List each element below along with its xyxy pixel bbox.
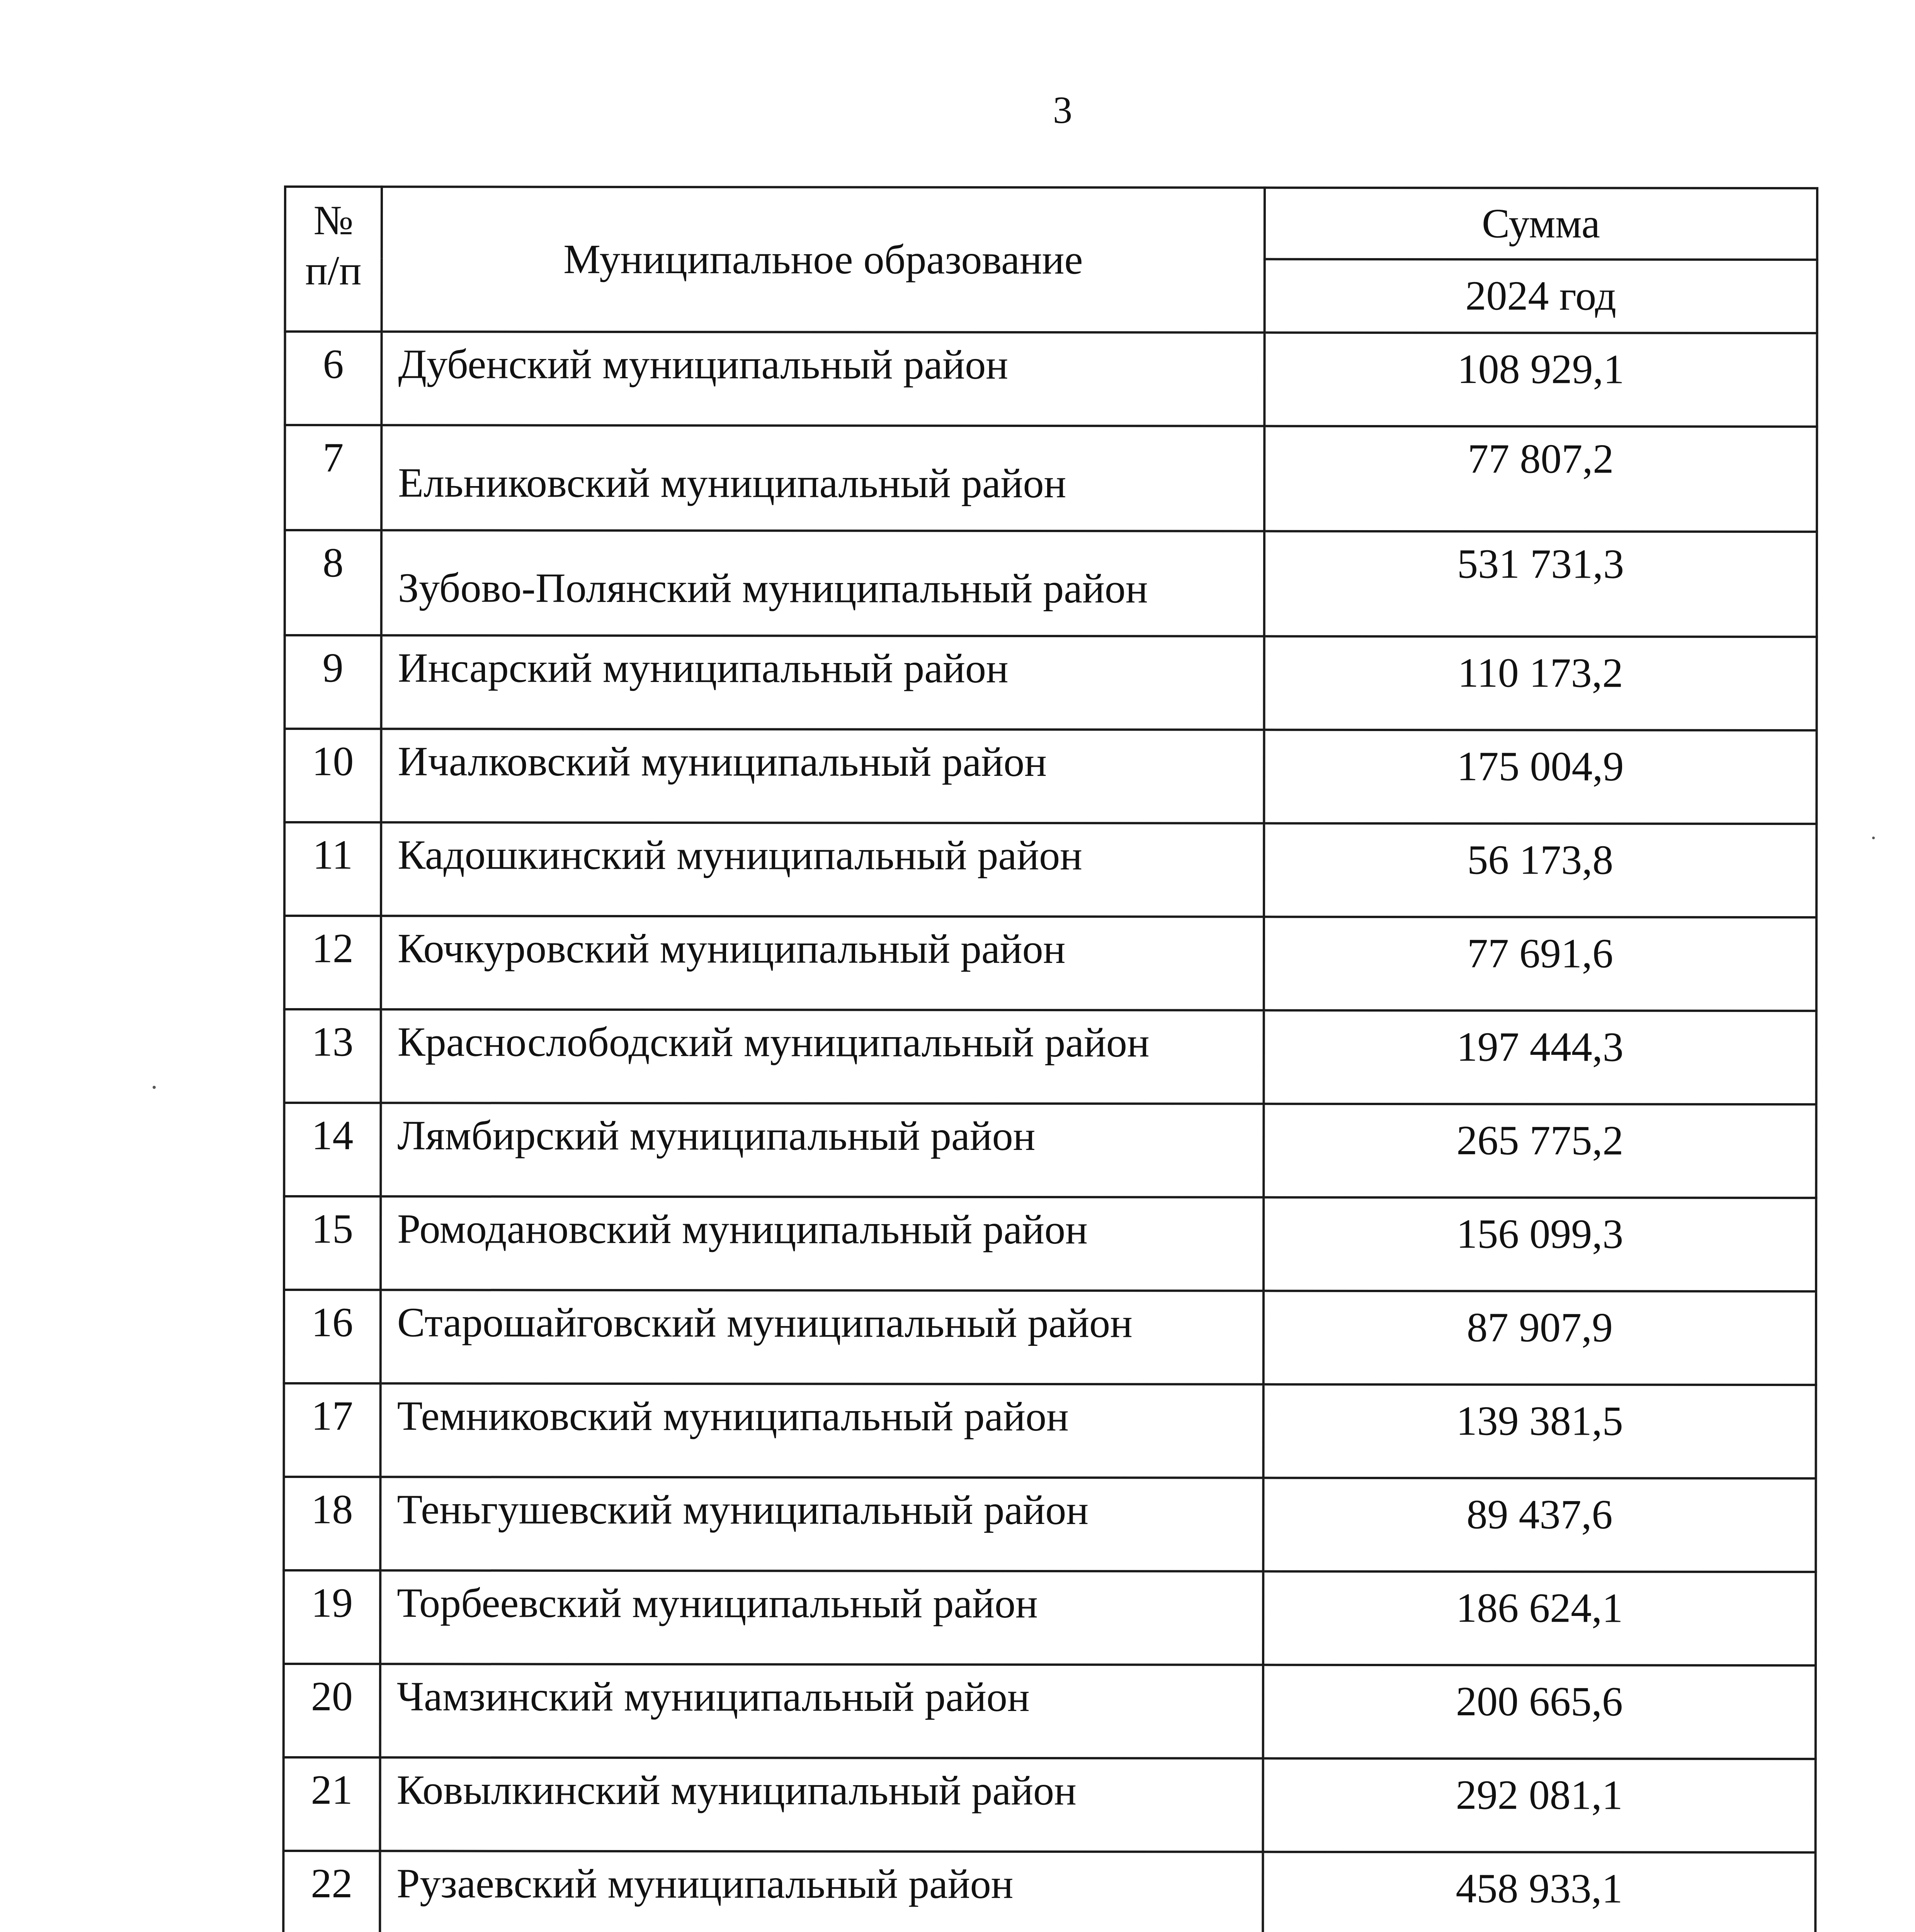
sum-value: 292 081,1 bbox=[1263, 1759, 1815, 1852]
scan-speck bbox=[153, 1086, 156, 1089]
row-number: 13 bbox=[284, 1009, 381, 1103]
table-row bbox=[284, 729, 1816, 824]
row-number: 22 bbox=[283, 1851, 380, 1932]
table-row bbox=[284, 1009, 1816, 1104]
table-row bbox=[285, 530, 1817, 637]
sum-value: 265 775,2 bbox=[1264, 1104, 1816, 1198]
sum-value: 186 624,1 bbox=[1263, 1571, 1816, 1665]
sum-value: 531 731,3 bbox=[1264, 531, 1817, 637]
row-number: 9 bbox=[285, 635, 381, 729]
row-number: 7 bbox=[285, 425, 381, 530]
table-row bbox=[285, 425, 1817, 532]
row-number: 17 bbox=[284, 1383, 381, 1477]
sum-value: 458 933,1 bbox=[1263, 1852, 1815, 1932]
municipality-name: Ичалковский муниципальный район bbox=[381, 729, 1264, 823]
table-row bbox=[284, 1383, 1816, 1478]
row-number: 14 bbox=[284, 1103, 381, 1196]
sum-value: 175 004,9 bbox=[1264, 730, 1816, 824]
header-sum: Сумма bbox=[1265, 188, 1817, 260]
row-number: 11 bbox=[284, 822, 381, 916]
row-number: 10 bbox=[284, 729, 381, 822]
table-row bbox=[284, 1196, 1816, 1291]
table-row bbox=[284, 1477, 1816, 1572]
municipality-name: Лямбирский муниципальный район bbox=[381, 1103, 1264, 1197]
sum-value: 156 099,3 bbox=[1264, 1197, 1816, 1291]
table-row bbox=[284, 1570, 1816, 1665]
municipality-name: Рузаевский муниципальный район bbox=[380, 1851, 1263, 1932]
municipality-name: Дубенский муниципальный район bbox=[381, 332, 1264, 426]
municipality-name: Инсарский муниципальный район bbox=[381, 635, 1264, 730]
row-number: 21 bbox=[283, 1757, 380, 1851]
table-body bbox=[283, 332, 1817, 1932]
sum-value: 110 173,2 bbox=[1264, 636, 1817, 730]
header-year: 2024 год bbox=[1265, 259, 1817, 333]
sum-value: 200 665,6 bbox=[1263, 1665, 1816, 1759]
table-row bbox=[284, 1290, 1816, 1385]
page-number: 3 bbox=[1053, 88, 1072, 131]
table-row bbox=[284, 822, 1816, 917]
table-row bbox=[285, 635, 1817, 730]
table-row bbox=[283, 1851, 1815, 1932]
municipality-name: Ромодановский муниципальный район bbox=[381, 1196, 1264, 1291]
municipality-name: Зубово-Полянский муниципальный район bbox=[381, 530, 1264, 636]
table-row bbox=[285, 332, 1817, 427]
sum-value: 56 173,8 bbox=[1264, 823, 1816, 917]
municipal-sums-table bbox=[282, 185, 1818, 1932]
table-row bbox=[284, 916, 1816, 1011]
sum-value: 108 929,1 bbox=[1264, 333, 1817, 427]
table-row bbox=[284, 1664, 1816, 1759]
header-number-label: № п/п bbox=[305, 197, 362, 294]
row-number: 20 bbox=[284, 1664, 380, 1757]
municipality-name: Теньгушевский муниципальный район bbox=[380, 1477, 1263, 1571]
municipality-name: Старошайговский муниципальный район bbox=[381, 1290, 1264, 1384]
sum-value: 87 907,9 bbox=[1264, 1291, 1816, 1385]
sum-value: 89 437,6 bbox=[1263, 1478, 1816, 1572]
row-number: 8 bbox=[285, 530, 381, 635]
header-number bbox=[285, 187, 382, 332]
sum-value: 77 807,2 bbox=[1264, 426, 1817, 532]
municipality-name: Темниковский муниципальный район bbox=[381, 1383, 1264, 1478]
row-number: 15 bbox=[284, 1196, 381, 1290]
municipality-name: Торбеевский муниципальный район bbox=[380, 1570, 1263, 1665]
sum-value: 197 444,3 bbox=[1264, 1010, 1816, 1104]
municipality-name: Краснослободский муниципальный район bbox=[381, 1009, 1264, 1104]
table-row bbox=[283, 1757, 1815, 1852]
sum-value: 139 381,5 bbox=[1263, 1384, 1816, 1478]
table-row bbox=[284, 1103, 1816, 1198]
municipality-name: Кадошкинский муниципальный район bbox=[381, 822, 1264, 917]
row-number: 12 bbox=[284, 916, 381, 1009]
municipality-name: Ельниковский муниципальный район bbox=[381, 425, 1264, 531]
scan-speck bbox=[1872, 837, 1875, 839]
row-number: 18 bbox=[284, 1477, 380, 1570]
sum-value: 77 691,6 bbox=[1264, 917, 1816, 1011]
row-number: 6 bbox=[285, 332, 381, 425]
row-number: 19 bbox=[284, 1570, 380, 1664]
row-number: 16 bbox=[284, 1290, 381, 1383]
municipality-name: Ковылкинский муниципальный район bbox=[380, 1757, 1263, 1852]
municipality-name: Чамзинский муниципальный район bbox=[380, 1664, 1263, 1758]
header-municipality: Муниципальное образование bbox=[382, 187, 1265, 332]
municipality-name: Кочкуровский муниципальный район bbox=[381, 916, 1264, 1010]
